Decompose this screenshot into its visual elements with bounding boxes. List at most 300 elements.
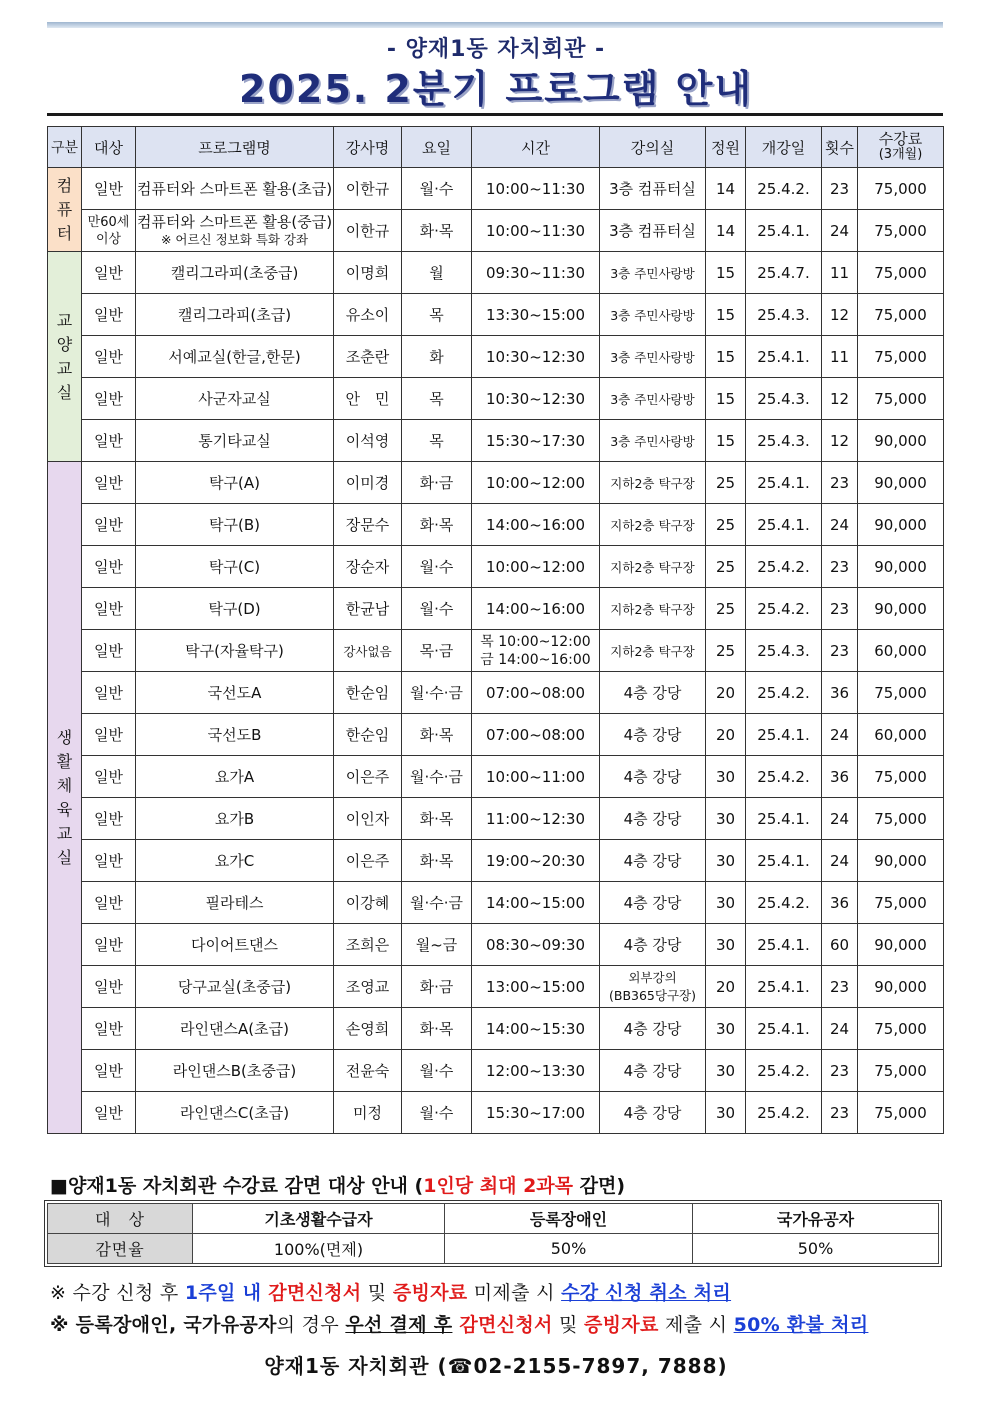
cell-start-date: 25.4.3.	[746, 378, 822, 420]
cell-capacity: 25	[706, 588, 746, 630]
cell-time: 12:00~13:30	[472, 1050, 600, 1092]
page-subtitle: - 양재1동 자치회관 -	[386, 37, 606, 62]
program-note: ※ 어르신 정보화 특화 강좌	[160, 231, 309, 247]
cell-teacher: 이미경	[334, 462, 402, 504]
cell-capacity: 20	[706, 966, 746, 1008]
cell-fee: 75,000	[858, 252, 944, 294]
discount-heading-highlight: 1인당 최대 2과목	[423, 1175, 574, 1197]
cell-program	[136, 210, 334, 252]
cell-count: 12	[822, 420, 858, 462]
cell-teacher: 장문수	[334, 504, 402, 546]
table-row	[48, 252, 944, 294]
cell-capacity: 15	[706, 294, 746, 336]
cell-fee: 90,000	[858, 462, 944, 504]
cell-start-date: 25.4.1.	[746, 924, 822, 966]
table-row	[48, 840, 944, 882]
cell-target: 만60세 이상	[82, 210, 136, 252]
cell-fee: 75,000	[858, 336, 944, 378]
discount-heading	[50, 1171, 625, 1198]
discount-target-veteran: 국가유공자	[693, 1204, 939, 1234]
cell-time: 목 10:00~12:00 금 14:00~16:00	[472, 630, 600, 672]
category-computer: 컴 퓨 터	[48, 168, 82, 252]
cell-program: 캘리그라피(초급)	[136, 294, 334, 336]
cell-target: 일반	[82, 840, 136, 882]
cell-time: 11:00~12:30	[472, 798, 600, 840]
cell-count: 23	[822, 1092, 858, 1134]
table-row	[48, 966, 944, 1008]
cell-count: 23	[822, 462, 858, 504]
cell-time: 10:00~11:30	[472, 210, 600, 252]
cell-time: 10:00~12:00	[472, 462, 600, 504]
discount-rate-veteran: 50%	[693, 1234, 939, 1264]
cell-fee: 75,000	[858, 294, 944, 336]
cell-room: 3층 주민사랑방	[600, 336, 706, 378]
cell-fee: 75,000	[858, 882, 944, 924]
cell-start-date: 25.4.2.	[746, 588, 822, 630]
table-row	[48, 378, 944, 420]
cell-day: 목	[402, 378, 472, 420]
cell-teacher: 이명희	[334, 252, 402, 294]
footer-contact: 양재1동 자치회관 (☎02-2155-7897, 7888)	[264, 1354, 728, 1378]
cell-start-date: 25.4.2.	[746, 882, 822, 924]
cell-day: 월·수	[402, 1092, 472, 1134]
cell-time: 14:00~15:30	[472, 1008, 600, 1050]
cell-room: 3층 주민사랑방	[600, 420, 706, 462]
cell-day: 월	[402, 252, 472, 294]
cell-capacity: 15	[706, 336, 746, 378]
cell-start-date: 25.4.3.	[746, 630, 822, 672]
notice1-text-3: 미제출 시	[467, 1282, 562, 1304]
cell-teacher: 손영희	[334, 1008, 402, 1050]
cell-room: 4층 강당	[600, 798, 706, 840]
cell-day: 화·목	[402, 840, 472, 882]
cell-program: 컴퓨터와 스마트폰 활용(초급)	[136, 168, 334, 210]
cell-room: 4층 강당	[600, 924, 706, 966]
cell-time: 13:00~15:00	[472, 966, 600, 1008]
cell-program: 탁구(D)	[136, 588, 334, 630]
cell-fee: 60,000	[858, 714, 944, 756]
cell-program: 탁구(자율탁구)	[136, 630, 334, 672]
cell-program: 국선도A	[136, 672, 334, 714]
cell-teacher: 조영교	[334, 966, 402, 1008]
title-divider	[47, 113, 943, 116]
cell-program: 국선도B	[136, 714, 334, 756]
cell-room: 지하2층 탁구장	[600, 504, 706, 546]
cell-target: 일반	[82, 546, 136, 588]
cell-start-date: 25.4.2.	[746, 672, 822, 714]
cell-time: 07:00~08:00	[472, 672, 600, 714]
cell-target: 일반	[82, 756, 136, 798]
cell-count: 12	[822, 378, 858, 420]
col-fee-period: (3개월)	[878, 147, 923, 162]
notice1-form: 감면신청서	[268, 1282, 362, 1304]
notice1-deadline: 1주일 내	[184, 1282, 262, 1304]
cell-room: 지하2층 탁구장	[600, 630, 706, 672]
cell-day: 목	[402, 420, 472, 462]
cell-day: 목·금	[402, 630, 472, 672]
cell-capacity: 30	[706, 1008, 746, 1050]
table-row	[48, 672, 944, 714]
notice-line-2	[50, 1310, 868, 1337]
col-time: 시간	[472, 127, 600, 168]
col-teacher: 강사명	[334, 127, 402, 168]
cell-target: 일반	[82, 588, 136, 630]
col-target: 대상	[82, 127, 136, 168]
cell-target: 일반	[82, 924, 136, 966]
cell-target: 일반	[82, 168, 136, 210]
cell-day: 월~금	[402, 924, 472, 966]
cell-capacity: 15	[706, 420, 746, 462]
cell-teacher: 한순임	[334, 714, 402, 756]
table-row	[48, 462, 944, 504]
cell-count: 24	[822, 840, 858, 882]
cell-teacher: 유소이	[334, 294, 402, 336]
cell-count: 24	[822, 210, 858, 252]
cell-start-date: 25.4.1.	[746, 336, 822, 378]
cell-start-date: 25.4.1.	[746, 462, 822, 504]
cell-fee: 75,000	[858, 1050, 944, 1092]
cell-count: 24	[822, 798, 858, 840]
cell-count: 23	[822, 546, 858, 588]
cell-fee: 75,000	[858, 378, 944, 420]
cell-target: 일반	[82, 714, 136, 756]
table-row	[48, 924, 944, 966]
cell-room: 3층 주민사랑방	[600, 252, 706, 294]
cell-teacher: 미정	[334, 1092, 402, 1134]
cell-teacher: 이은주	[334, 840, 402, 882]
cell-room: 지하2층 탁구장	[600, 588, 706, 630]
notice2-text-3: 및	[552, 1314, 584, 1336]
cell-capacity: 30	[706, 1092, 746, 1134]
cell-count: 11	[822, 336, 858, 378]
notice2-text-1: ※ 등록장애인, 국가유공자	[50, 1314, 277, 1336]
cell-day: 월·수	[402, 546, 472, 588]
page-title: 2025. 2분기 프로그램 안내	[239, 67, 753, 111]
cell-count: 23	[822, 588, 858, 630]
cell-capacity: 25	[706, 504, 746, 546]
cell-fee: 75,000	[858, 798, 944, 840]
cell-start-date: 25.4.3.	[746, 420, 822, 462]
cell-time: 10:00~11:30	[472, 168, 600, 210]
cell-capacity: 20	[706, 672, 746, 714]
cell-program: 캘리그라피(초중급)	[136, 252, 334, 294]
cell-time: 19:00~20:30	[472, 840, 600, 882]
col-program: 프로그램명	[136, 127, 334, 168]
cell-start-date: 25.4.1.	[746, 840, 822, 882]
cell-day: 화·금	[402, 462, 472, 504]
discount-rate-basic: 100%(면제)	[193, 1234, 445, 1264]
cell-teacher: 전윤숙	[334, 1050, 402, 1092]
cell-target: 일반	[82, 1008, 136, 1050]
discount-heading-suffix: 감면)	[573, 1175, 626, 1197]
cell-time: 10:30~12:30	[472, 378, 600, 420]
cell-fee: 75,000	[858, 756, 944, 798]
cell-time: 14:00~16:00	[472, 504, 600, 546]
table-row	[48, 714, 944, 756]
table-row	[48, 798, 944, 840]
table-row	[48, 630, 944, 672]
cell-day: 화·목	[402, 798, 472, 840]
table-row	[48, 420, 944, 462]
table-row	[48, 546, 944, 588]
discount-target-basic: 기초생활수급자	[193, 1204, 445, 1234]
cell-day: 화·목	[402, 1008, 472, 1050]
cell-time: 10:00~12:00	[472, 546, 600, 588]
cell-time: 07:00~08:00	[472, 714, 600, 756]
notice2-refund: 50% 환불 처리	[733, 1314, 869, 1336]
cell-day: 월·수	[402, 168, 472, 210]
cell-program: 탁구(B)	[136, 504, 334, 546]
discount-rate-label: 감면율	[48, 1234, 193, 1264]
top-decoration-bar	[47, 22, 943, 28]
table-row	[48, 882, 944, 924]
cell-time: 15:30~17:00	[472, 1092, 600, 1134]
cell-program: 서예교실(한글,한문)	[136, 336, 334, 378]
cell-teacher: 이강혜	[334, 882, 402, 924]
cell-teacher: 장순자	[334, 546, 402, 588]
cell-day: 화·목	[402, 714, 472, 756]
cell-room: 4층 강당	[600, 672, 706, 714]
table-row	[48, 1092, 944, 1134]
notice2-form: 감면신청서	[459, 1314, 553, 1336]
cell-program: 요가B	[136, 798, 334, 840]
cell-program: 다이어트댄스	[136, 924, 334, 966]
cell-start-date: 25.4.1.	[746, 798, 822, 840]
cell-program: 탁구(A)	[136, 462, 334, 504]
discount-target-label: 대 상	[48, 1204, 193, 1234]
cell-time: 15:30~17:30	[472, 420, 600, 462]
cell-program: 사군자교실	[136, 378, 334, 420]
discount-rate-row	[48, 1234, 939, 1264]
cell-capacity: 30	[706, 756, 746, 798]
cell-target: 일반	[82, 1092, 136, 1134]
table-row	[48, 588, 944, 630]
cell-day: 월·수·금	[402, 756, 472, 798]
notice2-text-2: 의 경우	[276, 1314, 346, 1336]
cell-room: 4층 강당	[600, 714, 706, 756]
cell-teacher: 이한규	[334, 168, 402, 210]
col-room: 강의실	[600, 127, 706, 168]
cell-count: 23	[822, 966, 858, 1008]
cell-program: 필라테스	[136, 882, 334, 924]
cell-day: 월·수	[402, 588, 472, 630]
cell-fee: 75,000	[858, 210, 944, 252]
cell-teacher: 이인자	[334, 798, 402, 840]
cell-start-date: 25.4.2.	[746, 756, 822, 798]
cell-teacher: 이은주	[334, 756, 402, 798]
cell-room: 3층 컴퓨터실	[600, 168, 706, 210]
col-fee-label: 수강료	[878, 130, 923, 148]
cell-count: 23	[822, 168, 858, 210]
cell-count: 60	[822, 924, 858, 966]
cell-fee: 75,000	[858, 1092, 944, 1134]
discount-target-row	[48, 1204, 939, 1234]
cell-target: 일반	[82, 672, 136, 714]
notice1-evidence: 증빙자료	[392, 1282, 468, 1304]
cell-program: 라인댄스A(초급)	[136, 1008, 334, 1050]
cell-room: 4층 강당	[600, 1092, 706, 1134]
cell-fee: 90,000	[858, 546, 944, 588]
cell-count: 11	[822, 252, 858, 294]
notice-line-1	[50, 1278, 731, 1305]
table-row	[48, 168, 944, 210]
discount-rate-disabled: 50%	[445, 1234, 693, 1264]
notice2-pay-first: 우선 결제 후	[345, 1314, 453, 1336]
cell-start-date: 25.4.2.	[746, 168, 822, 210]
notice2-evidence: 증빙자료	[583, 1314, 659, 1336]
table-row	[48, 756, 944, 798]
cell-room: 3층 컴퓨터실	[600, 210, 706, 252]
cell-teacher: 한균남	[334, 588, 402, 630]
cell-target: 일반	[82, 1050, 136, 1092]
cell-teacher: 이석영	[334, 420, 402, 462]
cell-program: 라인댄스C(초급)	[136, 1092, 334, 1134]
cell-count: 36	[822, 756, 858, 798]
col-fee	[858, 127, 944, 168]
cell-capacity: 25	[706, 546, 746, 588]
table-row	[48, 210, 944, 252]
cell-time: 08:30~09:30	[472, 924, 600, 966]
cell-room: 외부강의 (BB365당구장)	[600, 966, 706, 1008]
cell-room: 4층 강당	[600, 756, 706, 798]
cell-room: 3층 주민사랑방	[600, 294, 706, 336]
cell-start-date: 25.4.7.	[746, 252, 822, 294]
cell-fee: 75,000	[858, 1008, 944, 1050]
cell-capacity: 20	[706, 714, 746, 756]
cell-program: 요가A	[136, 756, 334, 798]
cell-start-date: 25.4.1.	[746, 1008, 822, 1050]
cell-fee: 90,000	[858, 840, 944, 882]
cell-day: 월·수·금	[402, 882, 472, 924]
cell-target: 일반	[82, 252, 136, 294]
cell-program: 통기타교실	[136, 420, 334, 462]
cell-room: 지하2층 탁구장	[600, 462, 706, 504]
notice1-text-1: ※ 수강 신청 후	[50, 1282, 185, 1304]
cell-program: 요가C	[136, 840, 334, 882]
cell-start-date: 25.4.2.	[746, 546, 822, 588]
cell-start-date: 25.4.3.	[746, 294, 822, 336]
cell-day: 화·목	[402, 504, 472, 546]
cell-teacher: 한순임	[334, 672, 402, 714]
cell-fee: 90,000	[858, 966, 944, 1008]
cell-fee: 90,000	[858, 420, 944, 462]
cell-count: 36	[822, 672, 858, 714]
table-row	[48, 504, 944, 546]
notice1-text-2: 및	[361, 1282, 393, 1304]
cell-time: 14:00~16:00	[472, 588, 600, 630]
col-count: 횟수	[822, 127, 858, 168]
cell-start-date: 25.4.1.	[746, 966, 822, 1008]
cell-target: 일반	[82, 882, 136, 924]
cell-capacity: 30	[706, 882, 746, 924]
discount-heading-prefix: ■양재1동 자치회관 수강료 감면 대상 안내 (	[50, 1175, 424, 1197]
cell-capacity: 30	[706, 924, 746, 966]
cell-room: 지하2층 탁구장	[600, 546, 706, 588]
notice1-cancel: 수강 신청 취소 처리	[561, 1282, 732, 1304]
cell-day: 월·수·금	[402, 672, 472, 714]
cell-day: 화·금	[402, 966, 472, 1008]
cell-start-date: 25.4.1.	[746, 210, 822, 252]
cell-start-date: 25.4.2.	[746, 1050, 822, 1092]
cell-time: 09:30~11:30	[472, 252, 600, 294]
cell-teacher: 안 민	[334, 378, 402, 420]
cell-capacity: 25	[706, 462, 746, 504]
cell-target: 일반	[82, 294, 136, 336]
cell-room: 4층 강당	[600, 840, 706, 882]
cell-count: 24	[822, 1008, 858, 1050]
cell-target: 일반	[82, 420, 136, 462]
cell-time: 10:30~12:30	[472, 336, 600, 378]
cell-day: 화·목	[402, 210, 472, 252]
cell-count: 12	[822, 294, 858, 336]
table-row	[48, 1050, 944, 1092]
table-row	[48, 336, 944, 378]
cell-program: 탁구(C)	[136, 546, 334, 588]
cell-start-date: 25.4.2.	[746, 1092, 822, 1134]
cell-room: 4층 강당	[600, 882, 706, 924]
cell-fee: 90,000	[858, 588, 944, 630]
cell-capacity: 15	[706, 378, 746, 420]
cell-fee: 90,000	[858, 924, 944, 966]
table-header-row	[48, 127, 944, 168]
cell-capacity: 14	[706, 210, 746, 252]
category-culture: 교 양 교 실	[48, 252, 82, 462]
table-row	[48, 294, 944, 336]
cell-room: 3층 주민사랑방	[600, 378, 706, 420]
cell-target: 일반	[82, 630, 136, 672]
cell-room: 4층 강당	[600, 1008, 706, 1050]
cell-time: 14:00~15:00	[472, 882, 600, 924]
cell-count: 23	[822, 630, 858, 672]
category-sports: 생 활 체 육 교 실	[48, 462, 82, 1134]
cell-capacity: 30	[706, 798, 746, 840]
cell-start-date: 25.4.1.	[746, 714, 822, 756]
cell-room: 4층 강당	[600, 1050, 706, 1092]
cell-capacity: 30	[706, 1050, 746, 1092]
cell-count: 24	[822, 714, 858, 756]
cell-teacher: 강사없음	[334, 630, 402, 672]
cell-capacity: 25	[706, 630, 746, 672]
cell-count: 23	[822, 1050, 858, 1092]
cell-start-date: 25.4.1.	[746, 504, 822, 546]
program-table	[47, 126, 944, 1134]
notice2-text-4: 제출 시	[658, 1314, 734, 1336]
cell-target: 일반	[82, 504, 136, 546]
cell-target: 일반	[82, 462, 136, 504]
col-category: 구분	[48, 127, 82, 168]
cell-time: 10:00~11:00	[472, 756, 600, 798]
cell-day: 화	[402, 336, 472, 378]
cell-teacher: 조춘란	[334, 336, 402, 378]
cell-count: 36	[822, 882, 858, 924]
cell-day: 목	[402, 294, 472, 336]
discount-target-disabled: 등록장애인	[445, 1204, 693, 1234]
col-start-date: 개강일	[746, 127, 822, 168]
cell-capacity: 30	[706, 840, 746, 882]
table-row	[48, 1008, 944, 1050]
cell-target: 일반	[82, 798, 136, 840]
cell-fee: 60,000	[858, 630, 944, 672]
cell-program: 당구교실(초중급)	[136, 966, 334, 1008]
cell-capacity: 14	[706, 168, 746, 210]
cell-fee: 75,000	[858, 672, 944, 714]
cell-day: 월·수	[402, 1050, 472, 1092]
col-capacity: 정원	[706, 127, 746, 168]
col-day: 요일	[402, 127, 472, 168]
discount-table	[47, 1203, 939, 1264]
cell-teacher: 조희은	[334, 924, 402, 966]
cell-target: 일반	[82, 336, 136, 378]
